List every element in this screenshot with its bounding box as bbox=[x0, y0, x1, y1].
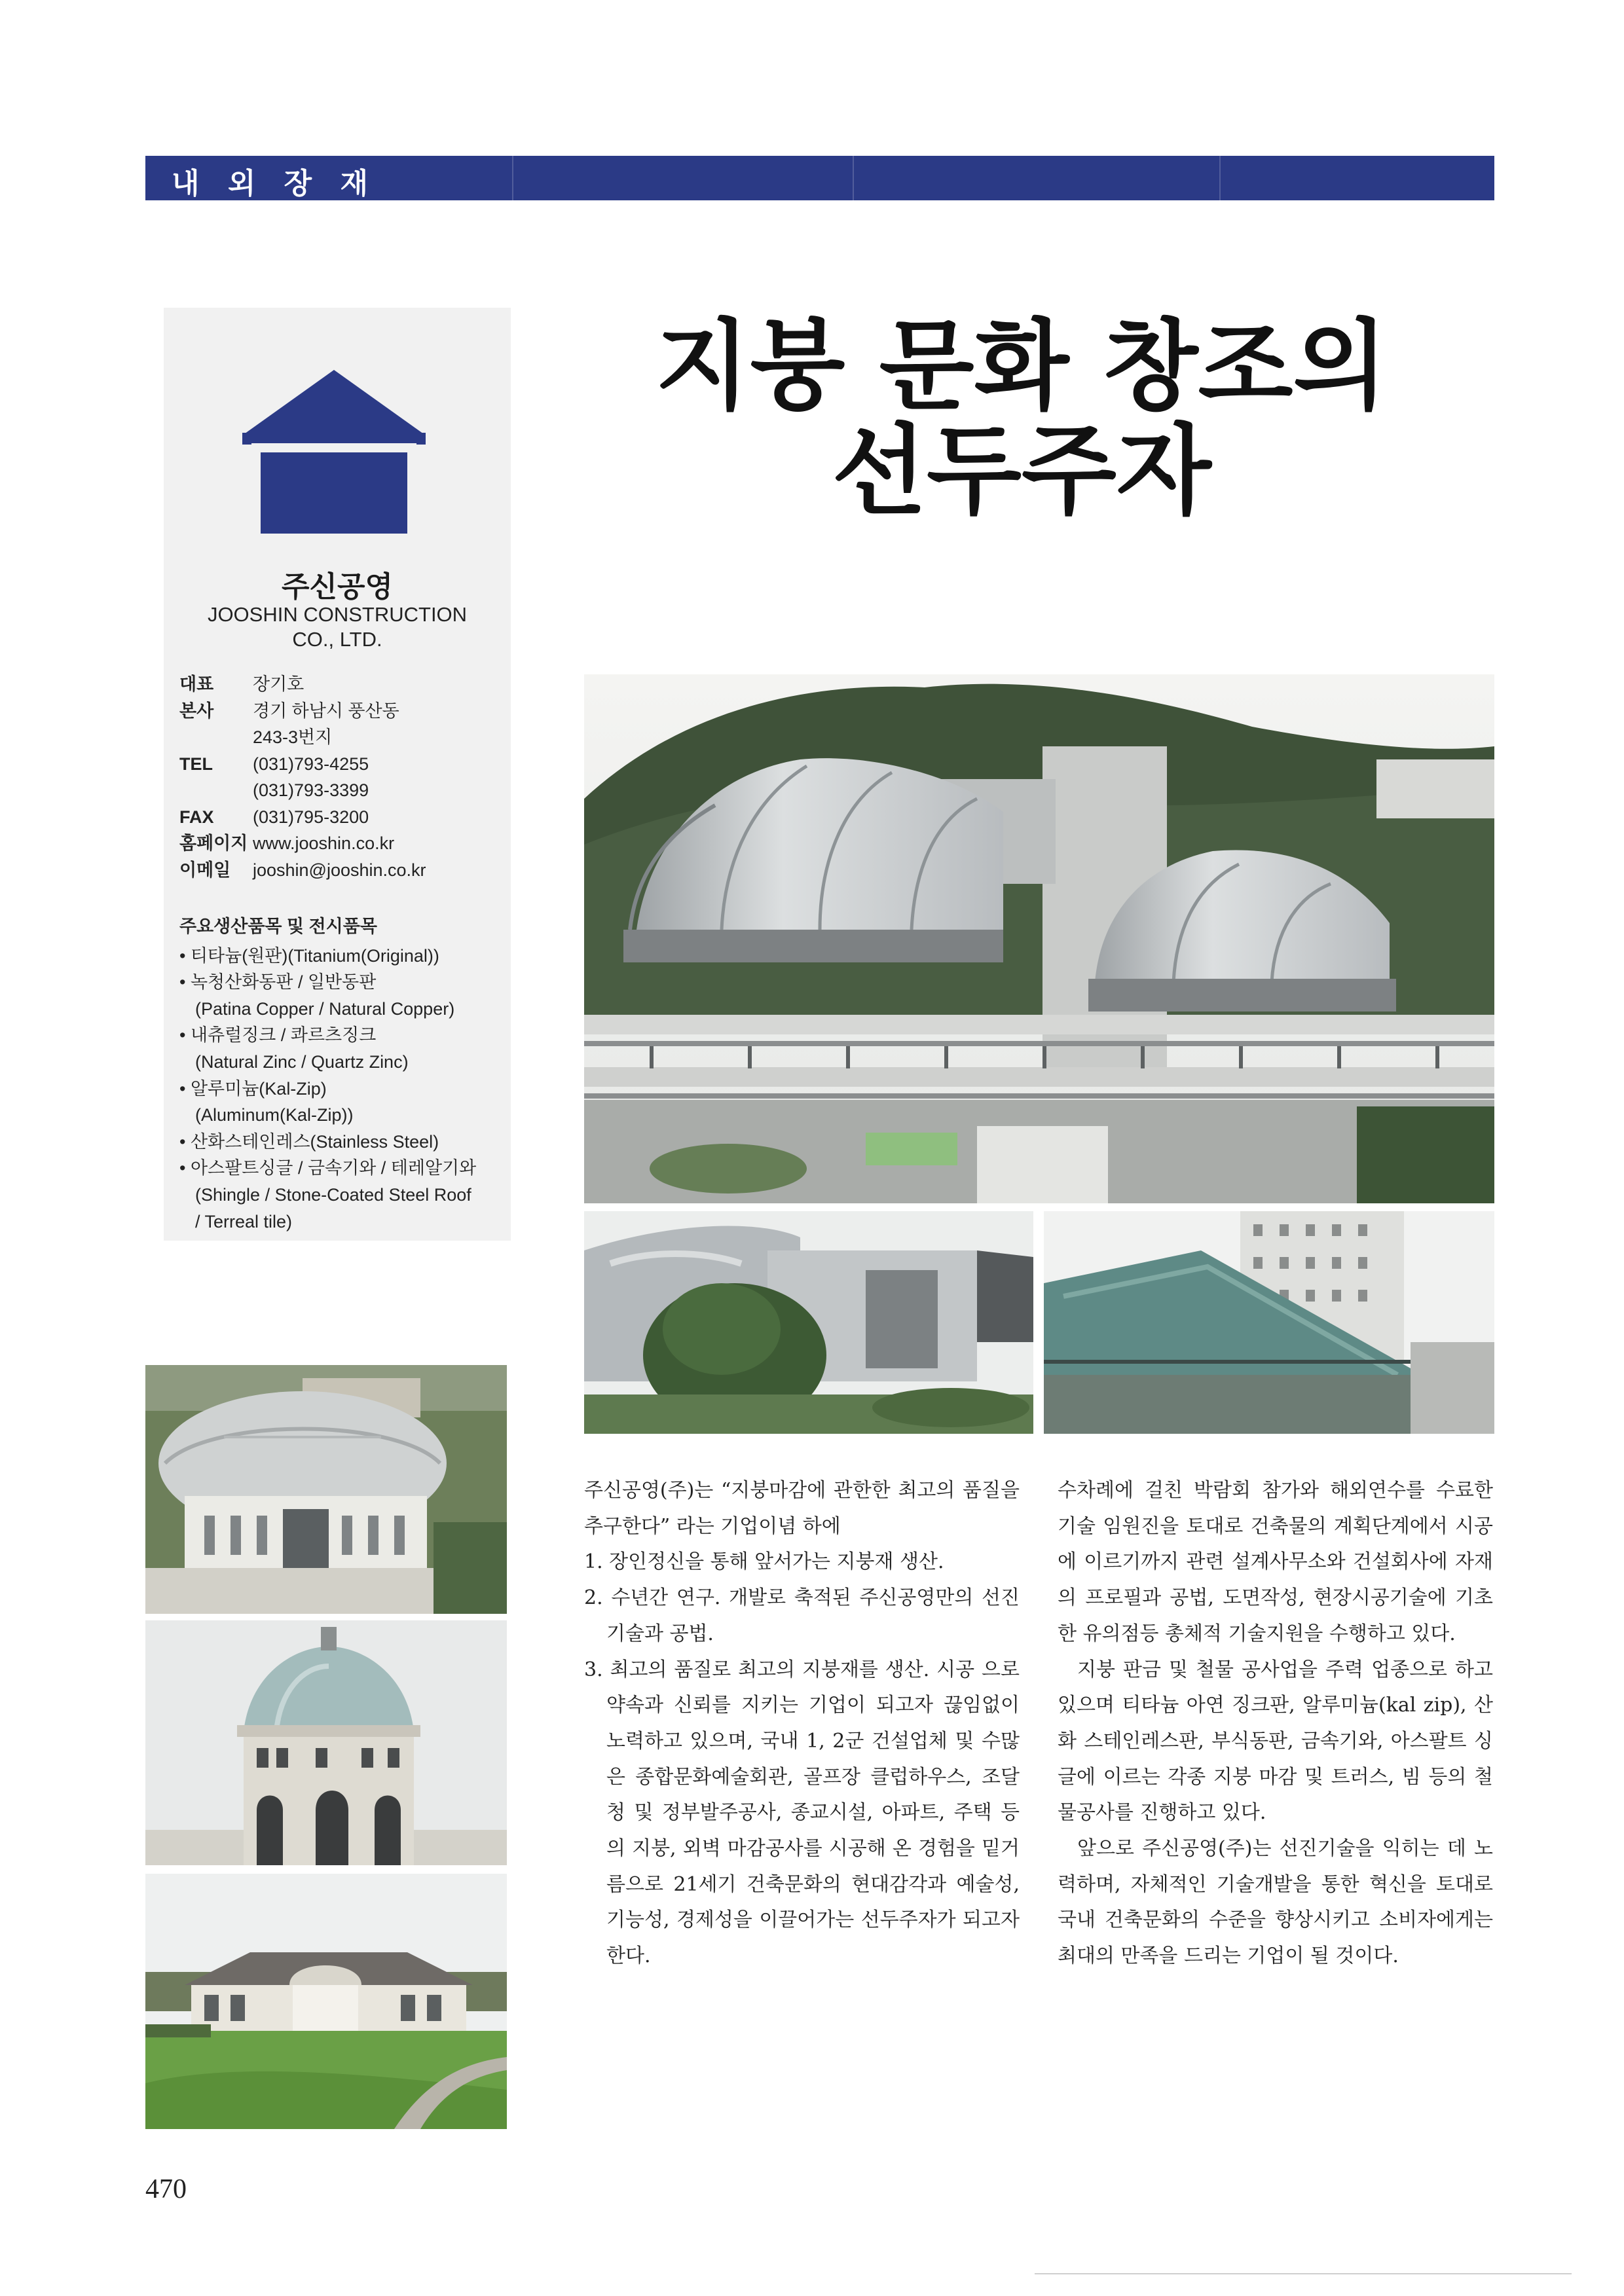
product-sub: (Natural Zinc / Quartz Zinc) bbox=[195, 1051, 409, 1072]
product-item bbox=[179, 1076, 507, 1129]
product-main: • 티타늄(원판)(Titanium(Original)) bbox=[179, 943, 507, 970]
silver-building-photo bbox=[584, 1211, 1033, 1434]
product-item bbox=[179, 943, 507, 970]
info-value: (031)795-3200 bbox=[253, 807, 369, 827]
body-column-right bbox=[1058, 1473, 1493, 1975]
article-title bbox=[655, 310, 1388, 528]
info-key: 홈페이지 bbox=[179, 833, 248, 853]
body-paragraph: 앞으로 주신공영(주)는 선진기술을 익히는 데 노력하며, 자체적인 기술개발을 통한 혁신을 토대로 국내 건축문화의 수준을 향상시키고 소비자에게는 최대의 만족을 드리는 기업이 될 것이다. bbox=[1058, 1837, 1493, 1968]
main-building-photo bbox=[584, 674, 1494, 1203]
footer-rule bbox=[1035, 2273, 1572, 2274]
info-value: 경기 하남시 풍산동 bbox=[253, 701, 399, 721]
company-name-en bbox=[164, 602, 511, 652]
section-label: 내 외 장 재 bbox=[172, 167, 377, 200]
body-list-item: 2. 수년간 연구. 개발로 축적된 주신공영만의 선진기술과 공법. bbox=[584, 1586, 1020, 1645]
info-key: 이메일 bbox=[179, 860, 231, 880]
product-sub: / Terreal tile) bbox=[195, 1211, 293, 1231]
body-paragraph: 지붕 판금 및 철물 공사업을 주력 업종으로 하고 있으며 티타늄 아연 징크판, 알루미늄(kal zip), 산화 스테인레스판, 부식동판, 금속기와, 아스팔트 싱글에 이르는 각종 지붕 마감 및 트러스, 빔 등의 철물공사를 진행하고 있다. bbox=[1058, 1658, 1493, 1825]
company-name-ko: 주신공영 bbox=[281, 570, 393, 604]
section-header-bar bbox=[145, 156, 1494, 200]
info-row bbox=[179, 830, 507, 857]
company-name-en-line2: CO., LTD. bbox=[292, 628, 382, 651]
info-value: (031)793-3399 bbox=[253, 780, 369, 800]
info-value: 장기호 bbox=[253, 674, 304, 694]
body-list-item: 1. 장인정신을 통해 앞서가는 지붕재 생산. bbox=[584, 1550, 944, 1574]
title-line-2: 선두주자 bbox=[832, 414, 1211, 528]
homepage-link[interactable]: www.jooshin.co.kr bbox=[253, 833, 395, 853]
domed-tower-photo bbox=[145, 1620, 507, 1865]
company-sidebar bbox=[164, 308, 511, 1241]
product-sub: (Patina Copper / Natural Copper) bbox=[195, 998, 455, 1019]
info-key: 대표 bbox=[179, 674, 214, 694]
company-info bbox=[179, 671, 507, 883]
company-logo-icon bbox=[242, 370, 426, 534]
header-bar-rule bbox=[1219, 156, 1221, 200]
product-sub: (Shingle / Stone-Coated Steel Roof bbox=[195, 1184, 471, 1205]
product-item bbox=[179, 1155, 507, 1235]
info-row bbox=[179, 751, 507, 804]
info-row bbox=[179, 671, 507, 698]
clubhouse-photo bbox=[145, 1874, 507, 2129]
product-item bbox=[179, 1129, 507, 1156]
products-list bbox=[179, 913, 507, 1235]
product-main: • 아스팔트싱글 / 금속기와 / 테레알기와 bbox=[179, 1155, 507, 1182]
body-paragraph: 주신공영(주)는 “지붕마감에 관한한 최고의 품질을 추구한다” 라는 기업이념 하에 bbox=[584, 1479, 1020, 1538]
body-column-left bbox=[584, 1473, 1020, 1975]
info-row bbox=[179, 804, 507, 831]
product-item bbox=[179, 969, 507, 1022]
header-bar-rule bbox=[512, 156, 513, 200]
body-list-item: 3. 최고의 품질로 최고의 지붕재를 생산. 시공 으로 약속과 신뢰를 지키는 기업이 되고자 끊임없이 노력하고 있으며, 국내 1, 2군 건설업체 및 수많은 종합문화예술회관, 골프장 클럽하우스, 조달청 및 정부발주공사, 종교시설, 아파트, 주택 등 의 지붕, 외벽 마감공사를 시공해 온 경험을 밑거름으로 21세기 건축문화의 현대감각과 예술성, 기능성, 경제성을 이끌어가는 선두주자가 되고자 한다. bbox=[584, 1658, 1020, 1968]
email-link[interactable]: jooshin@jooshin.co.kr bbox=[253, 860, 426, 880]
product-main: • 산화스테인레스(Stainless Steel) bbox=[179, 1129, 507, 1156]
product-main: • 내츄럴징크 / 콰르츠징크 bbox=[179, 1022, 507, 1049]
company-name-en-line1: JOOSHIN CONSTRUCTION bbox=[207, 603, 468, 626]
product-item bbox=[179, 1022, 507, 1075]
product-main: • 녹청산화동판 / 일반동판 bbox=[179, 969, 507, 996]
info-value: (031)793-4255 bbox=[253, 754, 369, 774]
info-row bbox=[179, 857, 507, 884]
glass-tower-photo bbox=[1044, 1211, 1494, 1434]
page-number: 470 bbox=[145, 2174, 187, 2204]
info-key: FAX bbox=[179, 807, 214, 827]
info-value: 243-3번지 bbox=[253, 727, 333, 747]
product-sub: (Aluminum(Kal-Zip)) bbox=[195, 1105, 354, 1125]
info-key: TEL bbox=[179, 754, 213, 774]
info-key: 본사 bbox=[179, 701, 214, 721]
products-heading: 주요생산품목 및 전시품목 bbox=[179, 917, 377, 936]
dome-stadium-photo bbox=[145, 1365, 507, 1614]
header-bar-rule bbox=[853, 156, 854, 200]
info-row bbox=[179, 698, 507, 751]
title-line-1: 지붕 문화 창조의 bbox=[655, 310, 1388, 424]
product-main: • 알루미늄(Kal-Zip) bbox=[179, 1076, 507, 1102]
body-paragraph: 수차례에 걸친 박람회 참가와 해외연수를 수료한 기술 임원진을 토대로 건축물의 계획단계에서 시공에 이르기까지 관련 설계사무소와 건설회사에 자재의 프로필과 공법, 도면작성, 현장시공기술에 기초한 유의점등 총체적 기술지원을 수행하고 있다. bbox=[1058, 1479, 1493, 1645]
